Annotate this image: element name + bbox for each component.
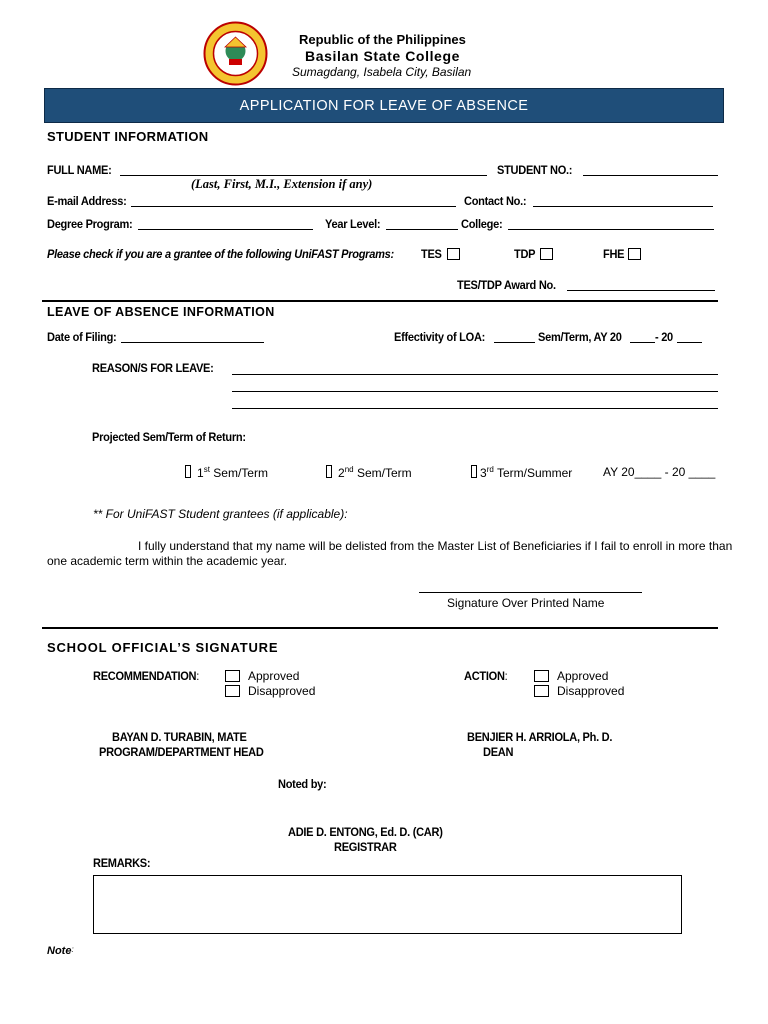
rec-disapproved-label: Disapproved [248,684,316,698]
dean-title: DEAN [483,745,514,759]
reason-line-1[interactable] [232,374,718,375]
effectivity-ay-start-field[interactable] [630,342,655,343]
act-disapproved-label: Disapproved [557,684,625,698]
checkbox-glyph-icon [326,465,332,478]
grantee-prompt: Please check if you are a grantee of the following UniFAST Programs: [47,247,394,261]
republic-line: Republic of the Philippines [299,32,466,47]
student-no-field[interactable] [583,175,718,176]
loa-heading: LEAVE OF ABSENCE INFORMATION [47,305,275,319]
return-ay-field[interactable]: AY 20____ - 20 ____ [603,465,716,479]
tes-label: TES [421,247,442,261]
term-option-3[interactable]: 3rd Term/Summer [471,465,572,480]
reasons-label: REASON/S FOR LEAVE: [92,361,214,375]
contact-label: Contact No.: [464,194,527,208]
dean-name: BENJIER H. ARRIOLA, Ph. D. [467,730,613,744]
fhe-label: FHE [603,247,625,261]
signature-caption: Signature Over Printed Name [447,596,605,610]
tes-checkbox[interactable] [447,248,460,260]
noted-by-label: Noted by: [278,777,327,791]
college-label: College: [461,217,503,231]
fhe-checkbox[interactable] [628,248,641,260]
act-approved-checkbox[interactable] [534,670,549,682]
year-level-label: Year Level: [325,217,381,231]
term-option-1[interactable]: 1st Sem/Term [185,465,268,480]
form-title: APPLICATION FOR LEAVE OF ABSENCE [239,98,529,114]
checkbox-glyph-icon [471,465,477,478]
effectivity-mid: Sem/Term, AY 20 [538,330,622,344]
student-info-heading: STUDENT INFORMATION [47,129,209,144]
award-no-label: TES/TDP Award No. [457,278,556,292]
reason-line-2[interactable] [232,391,718,392]
act-approved-label: Approved [557,669,609,683]
term-option-2[interactable]: 2nd Sem/Term [326,465,412,480]
effectivity-ay-end-field[interactable] [677,342,702,343]
registrar-name: ADIE D. ENTONG, Ed. D. (CAR) [288,825,443,839]
college-address: Sumagdang, Isabela City, Basilan [292,65,472,79]
signature-field[interactable] [419,592,642,593]
date-filing-field[interactable] [121,342,264,343]
remarks-box[interactable] [93,875,682,934]
contact-field[interactable] [533,206,713,207]
checkbox-glyph-icon [185,465,191,478]
rec-disapproved-checkbox[interactable] [225,685,240,697]
rec-approved-checkbox[interactable] [225,670,240,682]
section-divider [42,627,718,629]
tdp-checkbox[interactable] [540,248,553,260]
effectivity-end: - 20 [655,330,673,344]
degree-field[interactable] [138,229,313,230]
degree-label: Degree Program: [47,217,133,231]
award-no-field[interactable] [567,290,715,291]
student-no-label: STUDENT NO.: [497,163,573,177]
full-name-field[interactable] [120,175,487,176]
recommendation-label: RECOMMENDATION: [93,669,200,683]
effectivity-sem-field[interactable] [494,342,535,343]
college-name: Basilan State College [305,48,460,64]
full-name-label: FULL NAME: [47,163,112,177]
tdp-label: TDP [514,247,536,261]
statement-line-1: I fully understand that my name will be delisted from the Master List of Beneficiaries if I fail to enroll in more than [138,539,733,553]
effectivity-label: Effectivity of LOA: [394,330,486,344]
form-title-banner [44,88,724,123]
note-label: Note: [47,945,74,957]
name-format-hint: (Last, First, M.I., Extension if any) [191,177,373,191]
email-label: E-mail Address: [47,194,127,208]
reason-line-3[interactable] [232,408,718,409]
rec-approved-label: Approved [248,669,300,683]
section-divider [42,300,718,302]
statement-line-2: one academic term within the academic year. [47,554,288,568]
email-field[interactable] [131,206,456,207]
projected-return-label: Projected Sem/Term of Return: [92,430,246,444]
unifast-note: ** For UniFAST Student grantees (if applicable): [93,507,348,521]
registrar-title: REGISTRAR [334,840,397,854]
head-title: PROGRAM/DEPARTMENT HEAD [99,745,264,759]
remarks-label: REMARKS: [93,856,151,870]
college-field[interactable] [508,229,714,230]
head-name: BAYAN D. TURABIN, MATE [112,730,247,744]
college-seal-logo [203,21,268,86]
act-disapproved-checkbox[interactable] [534,685,549,697]
date-filing-label: Date of Filing: [47,330,117,344]
action-label: ACTION: [464,669,508,683]
year-level-field[interactable] [386,229,458,230]
officials-heading: SCHOOL OFFICIAL’S SIGNATURE [47,640,279,655]
